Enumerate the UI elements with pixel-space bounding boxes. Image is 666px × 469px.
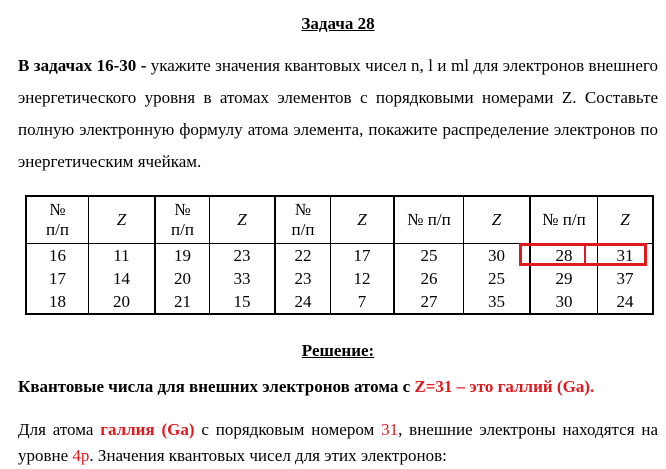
table-header-num: № п/п xyxy=(26,196,89,244)
table-cell: 7 xyxy=(331,290,395,314)
task-statement xyxy=(18,50,658,178)
table-cell: 25 xyxy=(394,244,464,268)
statement-lead: В задачах 16-30 - xyxy=(18,56,147,75)
table-cell: 17 xyxy=(331,244,395,268)
table-cell: 20 xyxy=(89,290,156,314)
table-header-row xyxy=(26,196,653,244)
z-value: 31 xyxy=(381,420,399,439)
table-cell: 21 xyxy=(155,290,210,314)
energy-level: 4p xyxy=(72,446,90,465)
quantum-heading: Квантовые числа для внешних электронов атома с Z=31 – это галлий (Ga). xyxy=(18,377,595,396)
table-cell: 20 xyxy=(155,267,210,290)
table-cell-highlighted: 31 xyxy=(598,244,654,268)
z-table xyxy=(25,195,654,315)
table-header-z: Z xyxy=(464,196,531,244)
table-header-num: № п/п xyxy=(530,196,598,244)
table-cell: 29 xyxy=(530,267,598,290)
table-cell: 17 xyxy=(26,267,89,290)
highlight-divider xyxy=(584,244,586,265)
element-highlight: Z=31 – это галлий (Ga). xyxy=(414,377,595,396)
table-cell: 23 xyxy=(210,244,276,268)
solution-paragraph: Для атома галлия (Ga) с порядковым номером 31, внешние электроны находятся на уровне 4p. Значения квантовых чисел для этих электронов: xyxy=(18,420,658,465)
table-cell: 26 xyxy=(394,267,464,290)
table-cell: 16 xyxy=(26,244,89,268)
table-cell: 14 xyxy=(89,267,156,290)
table-row xyxy=(26,244,653,268)
table-cell: 15 xyxy=(210,290,276,314)
element-name: галлия (Ga) xyxy=(100,420,195,439)
table-header-z: Z xyxy=(210,196,276,244)
table-cell: 30 xyxy=(530,290,598,314)
table-row xyxy=(26,267,653,290)
table-header-z: Z xyxy=(89,196,156,244)
table-cell: 24 xyxy=(598,290,654,314)
table-cell: 22 xyxy=(275,244,331,268)
table-cell-highlighted: 28 xyxy=(530,244,598,268)
table-cell: 27 xyxy=(394,290,464,314)
document-page xyxy=(18,0,658,465)
table-cell: 25 xyxy=(464,267,531,290)
statement-text: укажите значения квантовых чисел n, l и ml для электронов внешнего энергетического уровня в атомах элементов с порядковыми номерами Z. Составьте полную электронную формулу атома элемента, покажите распределение электронов по энергетическим ячейкам. xyxy=(18,56,658,171)
table-header-z: Z xyxy=(331,196,395,244)
table-cell: 35 xyxy=(464,290,531,314)
table-cell: 33 xyxy=(210,267,276,290)
table-header-num: № п/п xyxy=(394,196,464,244)
table-cell: 30 xyxy=(464,244,531,268)
solution-heading: Решение: xyxy=(301,341,375,360)
table-cell: 12 xyxy=(331,267,395,290)
table-cell: 11 xyxy=(89,244,156,268)
table-cell: 23 xyxy=(275,267,331,290)
table-cell: 19 xyxy=(155,244,210,268)
table-header-num: № п/п xyxy=(155,196,210,244)
table-cell: 24 xyxy=(275,290,331,314)
table-header-z: Z xyxy=(598,196,654,244)
table-row xyxy=(26,290,653,314)
table-header-num: № п/п xyxy=(275,196,331,244)
task-title: Задача 28 xyxy=(301,14,375,33)
table-cell: 18 xyxy=(26,290,89,314)
table-cell: 37 xyxy=(598,267,654,290)
